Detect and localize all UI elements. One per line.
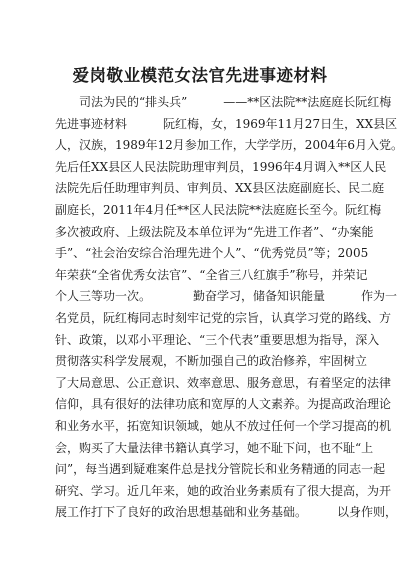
text-line: 人，汉族，1989年12月参加工作，大学学历，2004年6月入党。 [55,138,403,153]
text-line: 个人三等功一次。 勤奋学习，储备知识能量 作为一 [55,289,398,304]
document-body [55,92,403,524]
text-line: 针、政策，以邓小平理论、“三个代表”重要思想为指导，深入 [55,332,380,347]
text-line: 展工作打下了良好的政治思想基础和业务基础。 以身作则， [55,505,398,520]
text-line: 和业务水平，拓宽知识领域，她从不放过任何一个学习提高的机 [55,418,392,433]
text-line: 多次被政府、上级法院及本单位评为“先进工作者”、“办案能 [55,224,374,239]
document-title: 爱岗敬业模范女法官先进事迹材料 [72,66,328,85]
text-line: 法院先后任助理审判员、审判员、XX县区法庭副庭长、民二庭 [55,181,385,196]
text-line: 会，购买了大量法律书籍认真学习，她不耻下问，也不耻“上 [55,440,374,455]
text-line: 先进事迹材料 阮红梅，女，1969年11月27日生，XX县区 [55,116,398,131]
text-line: 问”，每当遇到疑难案件总是找分管院长和业务精通的同志一起 [55,462,386,477]
text-line: 手”、“社会治安综合治理先进个人”、“优秀党员”等；2005 [55,246,369,261]
text-line: 副庭长，2011年4月任**区人民法院**法庭庭长至今。阮红梅 [55,202,382,217]
text-line: 司法为民的“排头兵” ——**区法院**法庭庭长阮红梅 [55,95,392,109]
text-line: 年荣获“全省优秀女法官”、“全省三八红旗手”称号，并荣记 [55,267,368,282]
text-line: 信仰，具有很好的法律功底和宽厚的人文素养。为提高政治理论 [55,397,392,412]
text-line: 研究、学习。近几年来，她的政治业务素质有了很大提高，为开 [55,483,392,498]
text-line: 先后任XX县区人民法院助理审判员，1996年4月调入**区人民 [55,159,387,174]
text-line: 贯彻落实科学发展观，不断加强自己的政治修养，牢固树立 [55,354,368,369]
text-line: 名党员，阮红梅同志时刻牢记党的宗旨，认真学习党的路线、方 [55,310,392,325]
text-line: 了大局意思、公正意识、效率意思、服务意思，有着坚定的法律 [55,375,392,390]
